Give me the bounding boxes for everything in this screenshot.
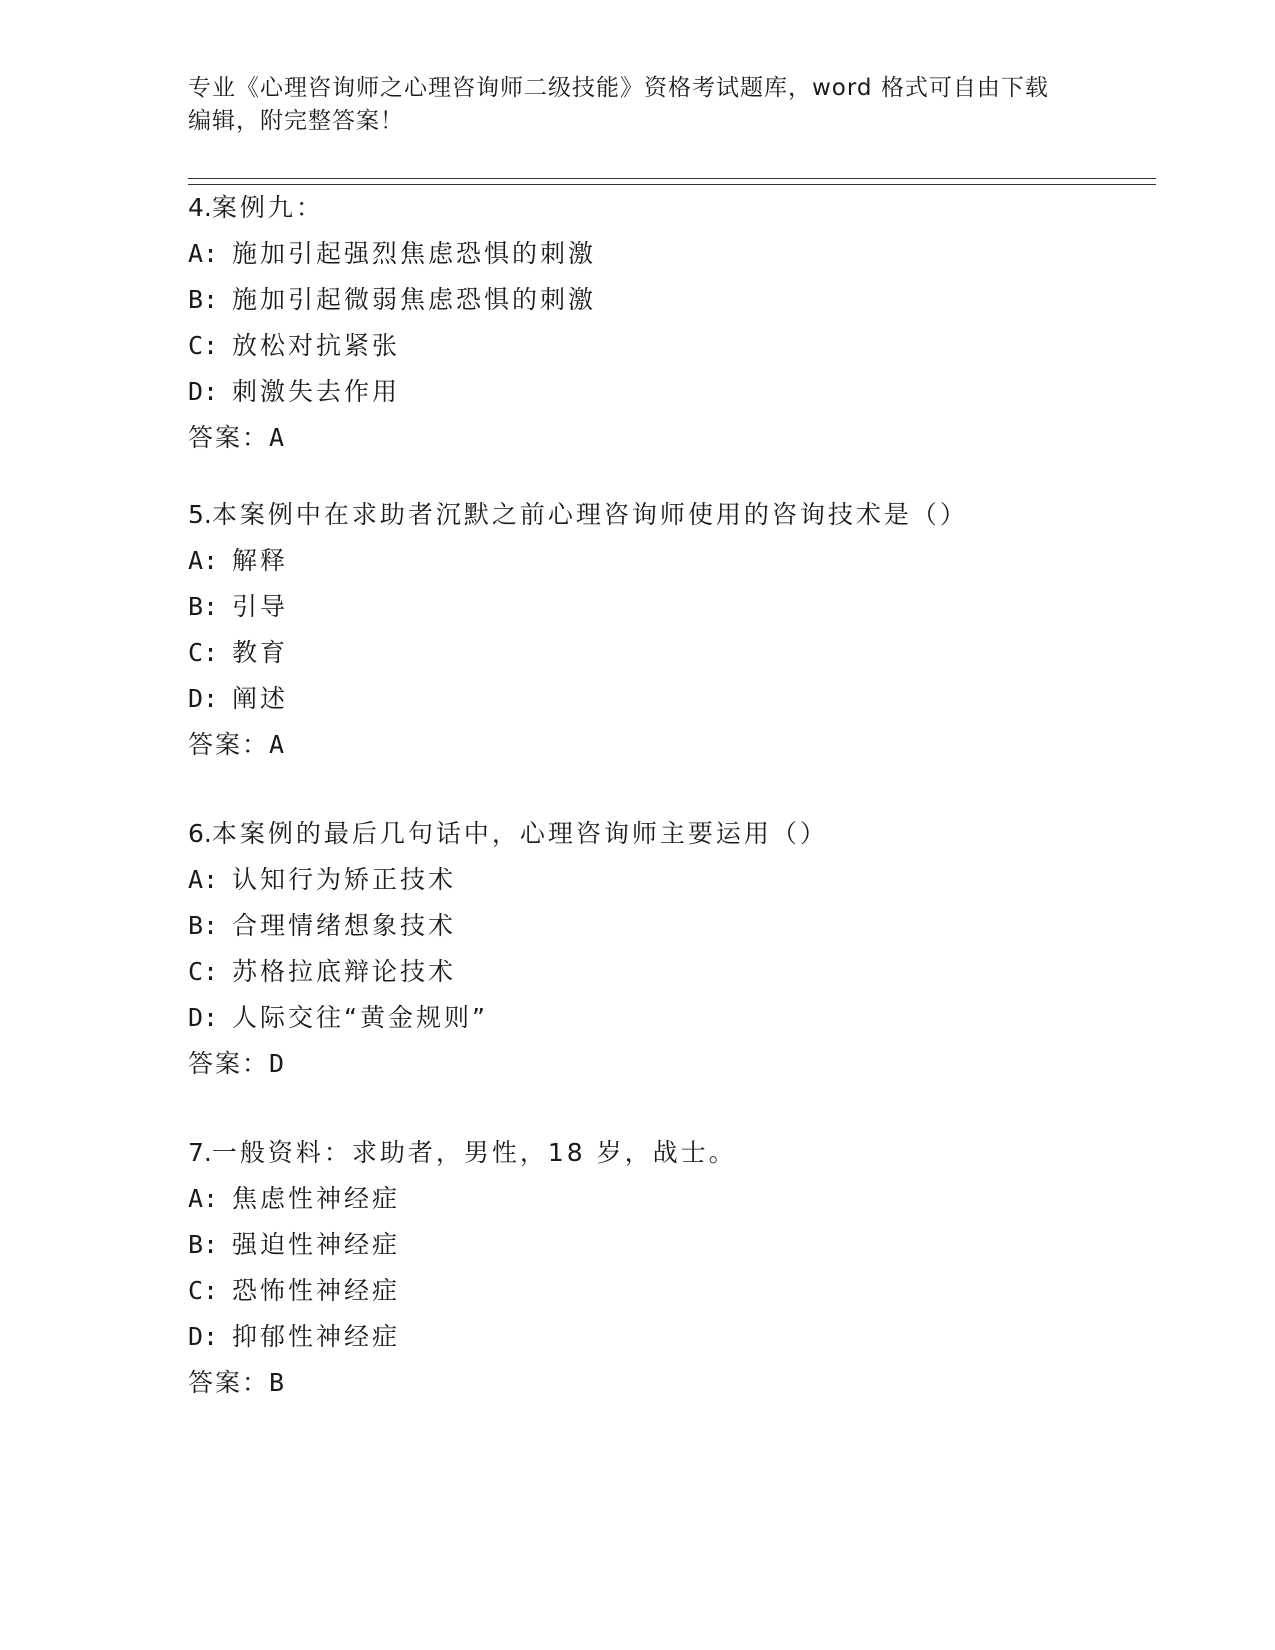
question-stem	[188, 492, 1148, 538]
question-number: 5.	[188, 500, 212, 529]
option-key: D:	[188, 1003, 219, 1032]
option-b	[188, 584, 1148, 630]
answer-value: A	[269, 730, 285, 759]
question-block-4	[188, 185, 1148, 461]
answer-value: D	[269, 1049, 285, 1078]
option-text: 施加引起微弱焦虑恐惧的刺激	[232, 285, 597, 314]
option-b	[188, 277, 1148, 323]
question-text: 本案例中在求助者沉默之前心理咨询师使用的咨询技术是（）	[211, 500, 968, 529]
option-a	[188, 1176, 1148, 1222]
option-key: A:	[188, 865, 219, 894]
option-c	[188, 1268, 1148, 1314]
header-line-2: 编辑，附完整答案！	[188, 108, 404, 134]
option-text: 合理情绪想象技术	[232, 911, 457, 940]
answer-label: 答案：	[188, 1368, 270, 1397]
option-key: B:	[188, 592, 219, 621]
option-text: 认知行为矫正技术	[232, 865, 457, 894]
option-key: D:	[188, 684, 219, 713]
question-stem	[188, 1130, 1148, 1176]
question-block-6	[188, 811, 1148, 1087]
option-c	[188, 323, 1148, 369]
option-text: 焦虑性神经症	[232, 1184, 401, 1213]
option-text: 苏格拉底辩论技术	[232, 957, 457, 986]
answer-label: 答案：	[188, 423, 270, 452]
question-number: 7.	[188, 1138, 212, 1167]
option-key: B:	[188, 1230, 219, 1259]
header-line-1: 专业《心理咨询师之心理咨询师二级技能》资格考试题库，word 格式可自由下载	[188, 75, 1049, 101]
option-text: 施加引起强烈焦虑恐惧的刺激	[232, 239, 597, 268]
document-header	[188, 72, 1088, 138]
option-d	[188, 369, 1148, 415]
option-key: D:	[188, 377, 219, 406]
option-key: A:	[188, 1184, 219, 1213]
option-text: 引导	[232, 592, 289, 621]
question-stem	[188, 811, 1148, 857]
question-block-7	[188, 1130, 1148, 1406]
option-text: 解释	[232, 546, 289, 575]
option-b	[188, 903, 1148, 949]
question-text: 本案例的最后几句话中，心理咨询师主要运用（）	[211, 819, 828, 848]
answer-label: 答案：	[188, 1049, 270, 1078]
option-key: C:	[188, 638, 219, 667]
answer-line	[188, 415, 1148, 461]
option-text: 人际交往“黄金规则”	[232, 1003, 488, 1032]
answer-value: A	[269, 423, 285, 452]
option-d	[188, 995, 1148, 1041]
option-text: 阐述	[232, 684, 289, 713]
option-c	[188, 949, 1148, 995]
option-key: A:	[188, 546, 219, 575]
question-text: 案例九：	[211, 193, 324, 222]
question-text: 一般资料：求助者，男性，18 岁，战士。	[211, 1138, 737, 1167]
question-number: 4.	[188, 193, 212, 222]
header-divider-top	[188, 178, 1156, 179]
option-key: B:	[188, 285, 219, 314]
option-key: A:	[188, 239, 219, 268]
option-key: D:	[188, 1322, 219, 1351]
option-key: C:	[188, 1276, 219, 1305]
answer-line	[188, 1360, 1148, 1406]
option-d	[188, 1314, 1148, 1360]
option-a	[188, 857, 1148, 903]
option-text: 教育	[232, 638, 289, 667]
option-text: 放松对抗紧张	[232, 331, 401, 360]
question-stem	[188, 185, 1148, 231]
question-block-5	[188, 492, 1148, 768]
option-text: 抑郁性神经症	[232, 1322, 401, 1351]
answer-line	[188, 1041, 1148, 1087]
option-b	[188, 1222, 1148, 1268]
option-text: 刺激失去作用	[232, 377, 401, 406]
option-key: C:	[188, 331, 219, 360]
option-c	[188, 630, 1148, 676]
option-a	[188, 231, 1148, 277]
answer-label: 答案：	[188, 730, 270, 759]
answer-value: B	[269, 1368, 285, 1397]
option-text: 强迫性神经症	[232, 1230, 401, 1259]
answer-line	[188, 722, 1148, 768]
option-d	[188, 676, 1148, 722]
option-text: 恐怖性神经症	[232, 1276, 401, 1305]
option-key: B:	[188, 911, 219, 940]
option-key: C:	[188, 957, 219, 986]
option-a	[188, 538, 1148, 584]
question-number: 6.	[188, 819, 212, 848]
